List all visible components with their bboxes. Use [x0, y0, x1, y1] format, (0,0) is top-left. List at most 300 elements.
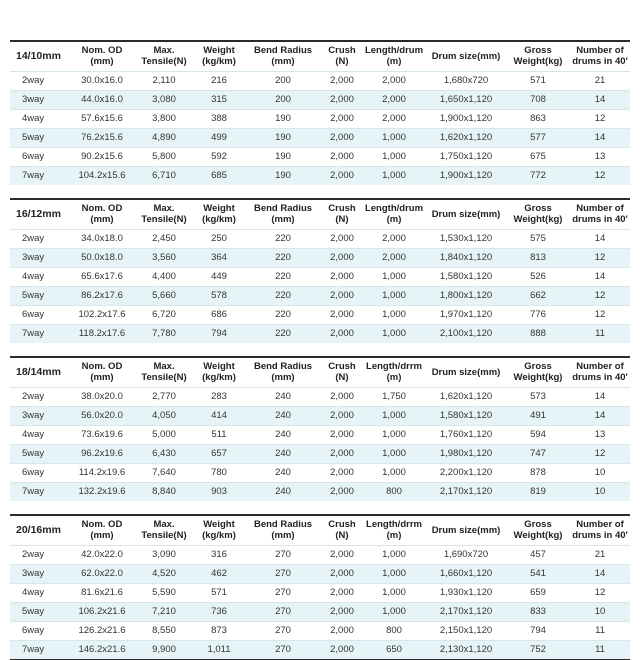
way-count-cell: 6way — [10, 463, 70, 482]
value-cell-drum: 2,130x1,120 — [426, 640, 506, 659]
column-header-crush: Crush (N) — [328, 203, 356, 226]
way-count-cell: 2way — [10, 71, 70, 90]
section-20-16mm — [10, 514, 630, 660]
column-header-length: Length/drrm (m) — [366, 519, 422, 542]
value-cell-weight: 794 — [194, 324, 244, 343]
table-row — [10, 229, 630, 248]
section-label: 18/14mm — [16, 365, 61, 378]
value-cell-od: 132.2x19.6 — [70, 482, 134, 501]
value-cell-length: 2,000 — [362, 71, 426, 90]
value-cell-bend: 270 — [244, 545, 322, 564]
value-cell-tensile: 3,080 — [134, 90, 194, 109]
value-cell-tensile: 7,210 — [134, 602, 194, 621]
value-cell-gross: 878 — [506, 463, 570, 482]
value-cell-drum: 2,200x1,120 — [426, 463, 506, 482]
value-cell-bend: 240 — [244, 463, 322, 482]
table-row — [10, 482, 630, 501]
value-cell-drums: 21 — [570, 545, 630, 564]
way-count-cell: 4way — [10, 583, 70, 602]
value-cell-drum: 1,760x1,120 — [426, 425, 506, 444]
value-cell-crush: 2,000 — [322, 387, 362, 406]
value-cell-length: 2,000 — [362, 109, 426, 128]
table-row — [10, 147, 630, 166]
table-row — [10, 305, 630, 324]
value-cell-gross: 457 — [506, 545, 570, 564]
value-cell-crush: 2,000 — [322, 305, 362, 324]
value-cell-od: 118.2x17.6 — [70, 324, 134, 343]
table-row — [10, 166, 630, 185]
value-cell-tensile: 5,000 — [134, 425, 194, 444]
value-cell-crush: 2,000 — [322, 583, 362, 602]
way-count-cell: 4way — [10, 425, 70, 444]
value-cell-od: 73.6x19.6 — [70, 425, 134, 444]
value-cell-drum: 1,900x1,120 — [426, 109, 506, 128]
value-cell-od: 62.0x22.0 — [70, 564, 134, 583]
value-cell-od: 76.2x15.6 — [70, 128, 134, 147]
value-cell-gross: 541 — [506, 564, 570, 583]
value-cell-length: 1,000 — [362, 147, 426, 166]
value-cell-drum: 1,800x1,120 — [426, 286, 506, 305]
value-cell-bend: 220 — [244, 229, 322, 248]
value-cell-drums: 12 — [570, 166, 630, 185]
value-cell-drums: 14 — [570, 564, 630, 583]
value-cell-od: 106.2x21.6 — [70, 602, 134, 621]
value-cell-crush: 2,000 — [322, 640, 362, 659]
value-cell-od: 146.2x21.6 — [70, 640, 134, 659]
way-count-cell: 7way — [10, 166, 70, 185]
value-cell-gross: 819 — [506, 482, 570, 501]
value-cell-gross: 577 — [506, 128, 570, 147]
value-cell-bend: 190 — [244, 147, 322, 166]
section-label: 16/12mm — [16, 207, 61, 220]
column-header-weight: Weight (kg/km) — [202, 361, 236, 384]
way-count-cell: 5way — [10, 444, 70, 463]
section-16-12mm — [10, 198, 630, 343]
table-row — [10, 267, 630, 286]
table-row — [10, 90, 630, 109]
table-row — [10, 387, 630, 406]
table-row — [10, 583, 630, 602]
value-cell-gross: 772 — [506, 166, 570, 185]
value-cell-bend: 240 — [244, 425, 322, 444]
way-count-cell: 7way — [10, 482, 70, 501]
value-cell-crush: 2,000 — [322, 128, 362, 147]
value-cell-bend: 240 — [244, 387, 322, 406]
value-cell-drum: 2,170x1,120 — [426, 482, 506, 501]
value-cell-weight: 364 — [194, 248, 244, 267]
way-count-cell: 5way — [10, 128, 70, 147]
value-cell-weight: 511 — [194, 425, 244, 444]
table-row — [10, 406, 630, 425]
value-cell-drums: 13 — [570, 425, 630, 444]
value-cell-od: 38.0x20.0 — [70, 387, 134, 406]
value-cell-crush: 2,000 — [322, 463, 362, 482]
value-cell-weight: 685 — [194, 166, 244, 185]
value-cell-crush: 2,000 — [322, 564, 362, 583]
value-cell-tensile: 3,090 — [134, 545, 194, 564]
value-cell-drum: 1,970x1,120 — [426, 305, 506, 324]
table-row — [10, 545, 630, 564]
value-cell-tensile: 4,050 — [134, 406, 194, 425]
value-cell-bend: 190 — [244, 166, 322, 185]
column-header-drum: Drum size(mm) — [431, 208, 501, 220]
value-cell-bend: 190 — [244, 128, 322, 147]
value-cell-drum: 1,980x1,120 — [426, 444, 506, 463]
value-cell-weight: 592 — [194, 147, 244, 166]
spec-table — [10, 42, 630, 185]
value-cell-length: 1,000 — [362, 324, 426, 343]
value-cell-bend: 220 — [244, 286, 322, 305]
value-cell-weight: 414 — [194, 406, 244, 425]
value-cell-drum: 1,530x1,120 — [426, 229, 506, 248]
value-cell-gross: 747 — [506, 444, 570, 463]
value-cell-tensile: 6,430 — [134, 444, 194, 463]
value-cell-drums: 11 — [570, 640, 630, 659]
value-cell-drums: 11 — [570, 324, 630, 343]
value-cell-tensile: 2,770 — [134, 387, 194, 406]
table-row — [10, 463, 630, 482]
value-cell-tensile: 8,840 — [134, 482, 194, 501]
value-cell-weight: 216 — [194, 71, 244, 90]
value-cell-tensile: 5,590 — [134, 583, 194, 602]
value-cell-drums: 14 — [570, 229, 630, 248]
way-count-cell: 3way — [10, 406, 70, 425]
value-cell-drum: 1,620x1,120 — [426, 128, 506, 147]
value-cell-od: 90.2x15.6 — [70, 147, 134, 166]
column-header-tensile: Max. Tensile(N) — [141, 203, 187, 226]
column-header-bend: Bend Radius (mm) — [253, 361, 313, 384]
column-header-od: Nom. OD (mm) — [81, 45, 123, 68]
value-cell-od: 81.6x21.6 — [70, 583, 134, 602]
column-header-drum: Drum size(mm) — [431, 50, 501, 62]
value-cell-drums: 21 — [570, 71, 630, 90]
table-row — [10, 621, 630, 640]
value-cell-drum: 1,750x1,120 — [426, 147, 506, 166]
value-cell-drum: 1,930x1,120 — [426, 583, 506, 602]
value-cell-od: 50.0x18.0 — [70, 248, 134, 267]
value-cell-gross: 573 — [506, 387, 570, 406]
value-cell-drum: 2,150x1,120 — [426, 621, 506, 640]
value-cell-drums: 12 — [570, 248, 630, 267]
value-cell-drums: 10 — [570, 602, 630, 621]
value-cell-length: 1,000 — [362, 267, 426, 286]
value-cell-tensile: 5,800 — [134, 147, 194, 166]
value-cell-weight: 449 — [194, 267, 244, 286]
value-cell-bend: 190 — [244, 109, 322, 128]
value-cell-od: 102.2x17.6 — [70, 305, 134, 324]
value-cell-drums: 11 — [570, 621, 630, 640]
value-cell-length: 1,750 — [362, 387, 426, 406]
value-cell-crush: 2,000 — [322, 71, 362, 90]
way-count-cell: 5way — [10, 286, 70, 305]
value-cell-gross: 491 — [506, 406, 570, 425]
column-header-tensile: Max. Tensile(N) — [141, 361, 187, 384]
way-count-cell: 2way — [10, 545, 70, 564]
value-cell-weight: 250 — [194, 229, 244, 248]
value-cell-drum: 1,580x1,120 — [426, 406, 506, 425]
value-cell-od: 65.6x17.6 — [70, 267, 134, 286]
value-cell-drum: 1,650x1,120 — [426, 90, 506, 109]
table-row — [10, 248, 630, 267]
value-cell-weight: 283 — [194, 387, 244, 406]
value-cell-drum: 1,690x720 — [426, 545, 506, 564]
table-row — [10, 602, 630, 621]
value-cell-weight: 873 — [194, 621, 244, 640]
column-header-length: Length/drrm (m) — [366, 361, 422, 384]
way-count-cell: 4way — [10, 267, 70, 286]
value-cell-drum: 1,900x1,120 — [426, 166, 506, 185]
value-cell-weight: 686 — [194, 305, 244, 324]
value-cell-bend: 200 — [244, 90, 322, 109]
column-header-bend: Bend Radius (mm) — [253, 519, 313, 542]
value-cell-gross: 526 — [506, 267, 570, 286]
value-cell-length: 1,000 — [362, 305, 426, 324]
value-cell-tensile: 2,110 — [134, 71, 194, 90]
table-row — [10, 128, 630, 147]
value-cell-bend: 220 — [244, 267, 322, 286]
value-cell-weight: 903 — [194, 482, 244, 501]
section-18-14mm — [10, 356, 630, 501]
value-cell-length: 2,000 — [362, 90, 426, 109]
value-cell-length: 650 — [362, 640, 426, 659]
value-cell-drum: 1,620x1,120 — [426, 387, 506, 406]
value-cell-gross: 575 — [506, 229, 570, 248]
value-cell-weight: 462 — [194, 564, 244, 583]
value-cell-tensile: 5,660 — [134, 286, 194, 305]
value-cell-gross: 659 — [506, 583, 570, 602]
value-cell-gross: 794 — [506, 621, 570, 640]
way-count-cell: 6way — [10, 147, 70, 166]
column-header-crush: Crush (N) — [328, 519, 356, 542]
table-row — [10, 444, 630, 463]
value-cell-weight: 499 — [194, 128, 244, 147]
value-cell-bend: 270 — [244, 602, 322, 621]
value-cell-drums: 12 — [570, 109, 630, 128]
value-cell-bend: 220 — [244, 305, 322, 324]
way-count-cell: 7way — [10, 640, 70, 659]
way-count-cell: 4way — [10, 109, 70, 128]
way-count-cell: 6way — [10, 305, 70, 324]
value-cell-crush: 2,000 — [322, 267, 362, 286]
value-cell-tensile: 4,520 — [134, 564, 194, 583]
value-cell-od: 114.2x19.6 — [70, 463, 134, 482]
column-header-drum: Drum size(mm) — [431, 366, 501, 378]
value-cell-length: 1,000 — [362, 406, 426, 425]
value-cell-length: 1,000 — [362, 583, 426, 602]
value-cell-drums: 12 — [570, 286, 630, 305]
value-cell-gross: 888 — [506, 324, 570, 343]
value-cell-gross: 675 — [506, 147, 570, 166]
way-count-cell: 3way — [10, 248, 70, 267]
value-cell-drums: 14 — [570, 406, 630, 425]
value-cell-crush: 2,000 — [322, 444, 362, 463]
value-cell-crush: 2,000 — [322, 248, 362, 267]
column-header-drums: Number of drums in 40' — [572, 45, 628, 68]
header-row — [10, 516, 630, 545]
value-cell-drum: 2,100x1,120 — [426, 324, 506, 343]
value-cell-crush: 2,000 — [322, 166, 362, 185]
value-cell-bend: 240 — [244, 444, 322, 463]
value-cell-crush: 2,000 — [322, 406, 362, 425]
value-cell-length: 800 — [362, 621, 426, 640]
value-cell-crush: 2,000 — [322, 324, 362, 343]
value-cell-gross: 752 — [506, 640, 570, 659]
value-cell-drums: 10 — [570, 482, 630, 501]
value-cell-weight: 315 — [194, 90, 244, 109]
value-cell-length: 1,000 — [362, 286, 426, 305]
value-cell-crush: 2,000 — [322, 425, 362, 444]
column-header-drums: Number of drums in 40' — [572, 203, 628, 226]
value-cell-gross: 594 — [506, 425, 570, 444]
column-header-od: Nom. OD (mm) — [81, 361, 123, 384]
value-cell-gross: 833 — [506, 602, 570, 621]
value-cell-od: 96.2x19.6 — [70, 444, 134, 463]
value-cell-od: 57.6x15.6 — [70, 109, 134, 128]
value-cell-length: 1,000 — [362, 463, 426, 482]
value-cell-drum: 1,680x720 — [426, 71, 506, 90]
column-header-length: Length/drum (m) — [364, 45, 424, 68]
value-cell-gross: 662 — [506, 286, 570, 305]
column-header-gross: Gross Weight(kg) — [513, 519, 563, 542]
value-cell-weight: 578 — [194, 286, 244, 305]
value-cell-crush: 2,000 — [322, 286, 362, 305]
value-cell-length: 2,000 — [362, 229, 426, 248]
value-cell-od: 56.0x20.0 — [70, 406, 134, 425]
section-14-10mm — [10, 40, 630, 185]
column-header-bend: Bend Radius (mm) — [253, 45, 313, 68]
value-cell-drums: 14 — [570, 128, 630, 147]
value-cell-length: 2,000 — [362, 248, 426, 267]
value-cell-length: 800 — [362, 482, 426, 501]
value-cell-drums: 13 — [570, 147, 630, 166]
value-cell-od: 126.2x21.6 — [70, 621, 134, 640]
value-cell-weight: 316 — [194, 545, 244, 564]
section-label: 20/16mm — [16, 523, 61, 536]
value-cell-od: 104.2x15.6 — [70, 166, 134, 185]
value-cell-crush: 2,000 — [322, 109, 362, 128]
value-cell-od: 44.0x16.0 — [70, 90, 134, 109]
table-row — [10, 286, 630, 305]
value-cell-tensile: 3,800 — [134, 109, 194, 128]
way-count-cell: 5way — [10, 602, 70, 621]
value-cell-length: 1,000 — [362, 564, 426, 583]
column-header-weight: Weight (kg/km) — [202, 203, 236, 226]
value-cell-weight: 571 — [194, 583, 244, 602]
column-header-od: Nom. OD (mm) — [81, 519, 123, 542]
value-cell-length: 1,000 — [362, 128, 426, 147]
way-count-cell: 6way — [10, 621, 70, 640]
value-cell-drum: 1,660x1,120 — [426, 564, 506, 583]
value-cell-drums: 12 — [570, 583, 630, 602]
column-header-gross: Gross Weight(kg) — [513, 45, 563, 68]
value-cell-weight: 780 — [194, 463, 244, 482]
spec-table — [10, 200, 630, 343]
value-cell-od: 34.0x18.0 — [70, 229, 134, 248]
value-cell-crush: 2,000 — [322, 147, 362, 166]
value-cell-drum: 1,580x1,120 — [426, 267, 506, 286]
value-cell-bend: 240 — [244, 482, 322, 501]
table-row — [10, 425, 630, 444]
value-cell-length: 1,000 — [362, 444, 426, 463]
column-header-crush: Crush (N) — [328, 45, 356, 68]
value-cell-crush: 2,000 — [322, 545, 362, 564]
value-cell-drums: 10 — [570, 463, 630, 482]
value-cell-tensile: 6,720 — [134, 305, 194, 324]
table-row — [10, 564, 630, 583]
value-cell-drum: 2,170x1,120 — [426, 602, 506, 621]
value-cell-drums: 12 — [570, 444, 630, 463]
value-cell-length: 1,000 — [362, 602, 426, 621]
value-cell-weight: 657 — [194, 444, 244, 463]
column-header-drum: Drum size(mm) — [431, 524, 501, 536]
column-header-od: Nom. OD (mm) — [81, 203, 123, 226]
value-cell-bend: 200 — [244, 71, 322, 90]
value-cell-drums: 14 — [570, 267, 630, 286]
value-cell-bend: 270 — [244, 621, 322, 640]
header-row — [10, 200, 630, 229]
value-cell-weight: 1,011 — [194, 640, 244, 659]
value-cell-od: 86.2x17.6 — [70, 286, 134, 305]
value-cell-crush: 2,000 — [322, 602, 362, 621]
column-header-drums: Number of drums in 40' — [572, 361, 628, 384]
column-header-tensile: Max. Tensile(N) — [141, 45, 187, 68]
table-row — [10, 324, 630, 343]
value-cell-drums: 14 — [570, 90, 630, 109]
value-cell-tensile: 4,890 — [134, 128, 194, 147]
value-cell-tensile: 7,640 — [134, 463, 194, 482]
value-cell-od: 30.0x16.0 — [70, 71, 134, 90]
value-cell-drums: 14 — [570, 387, 630, 406]
value-cell-crush: 2,000 — [322, 621, 362, 640]
column-header-length: Length/drum (m) — [364, 203, 424, 226]
value-cell-drum: 1,840x1,120 — [426, 248, 506, 267]
value-cell-tensile: 8,550 — [134, 621, 194, 640]
value-cell-bend: 220 — [244, 324, 322, 343]
value-cell-bend: 270 — [244, 564, 322, 583]
value-cell-gross: 863 — [506, 109, 570, 128]
value-cell-od: 42.0x22.0 — [70, 545, 134, 564]
column-header-weight: Weight (kg/km) — [202, 45, 236, 68]
value-cell-drums: 12 — [570, 305, 630, 324]
value-cell-crush: 2,000 — [322, 229, 362, 248]
value-cell-bend: 270 — [244, 583, 322, 602]
way-count-cell: 2way — [10, 387, 70, 406]
spec-table — [10, 358, 630, 501]
value-cell-gross: 708 — [506, 90, 570, 109]
way-count-cell: 3way — [10, 90, 70, 109]
section-label: 14/10mm — [16, 49, 61, 62]
value-cell-gross: 776 — [506, 305, 570, 324]
value-cell-length: 1,000 — [362, 166, 426, 185]
value-cell-bend: 220 — [244, 248, 322, 267]
table-row — [10, 71, 630, 90]
value-cell-tensile: 6,710 — [134, 166, 194, 185]
header-row — [10, 358, 630, 387]
column-header-gross: Gross Weight(kg) — [513, 203, 563, 226]
value-cell-bend: 270 — [244, 640, 322, 659]
value-cell-gross: 571 — [506, 71, 570, 90]
value-cell-length: 1,000 — [362, 545, 426, 564]
spec-table — [10, 516, 630, 659]
table-row — [10, 640, 630, 659]
column-header-weight: Weight (kg/km) — [202, 519, 236, 542]
value-cell-bend: 240 — [244, 406, 322, 425]
value-cell-tensile: 7,780 — [134, 324, 194, 343]
value-cell-tensile: 9,900 — [134, 640, 194, 659]
value-cell-weight: 388 — [194, 109, 244, 128]
value-cell-crush: 2,000 — [322, 482, 362, 501]
way-count-cell: 3way — [10, 564, 70, 583]
